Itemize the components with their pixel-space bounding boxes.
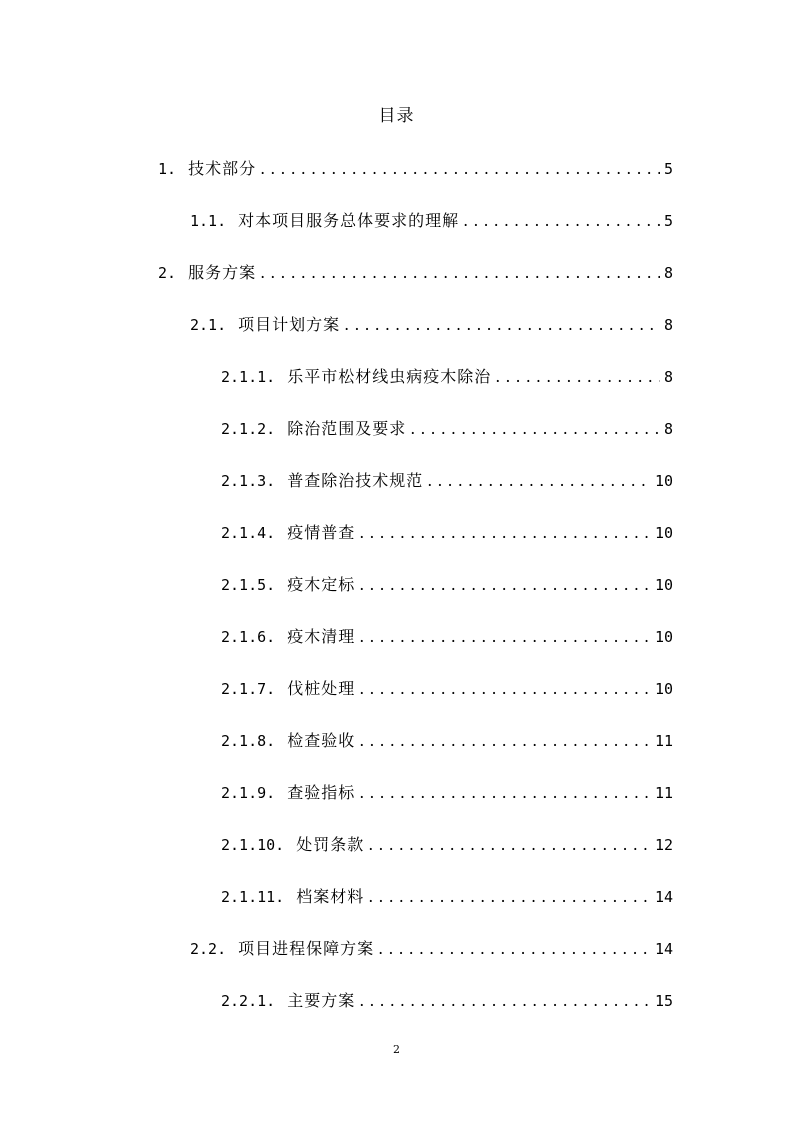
toc-entry-number: 2.1.9. <box>221 784 276 802</box>
toc-entry-number: 2.2. <box>190 940 227 958</box>
toc-entry-page: 10 <box>654 524 673 542</box>
toc-entry-number: 2.1.10. <box>221 836 285 854</box>
toc-entry-number: 2. <box>158 264 177 282</box>
toc-entry[interactable] <box>221 520 673 546</box>
toc-entry-number: 2.1.6. <box>221 628 276 646</box>
toc-entry[interactable] <box>221 676 673 702</box>
toc-dot-leader <box>359 572 651 598</box>
toc-entry-title: 对本项目服务总体要求的理解 <box>238 211 460 230</box>
toc-dot-leader <box>344 312 660 338</box>
toc-dot-leader <box>463 208 660 234</box>
toc-entry[interactable] <box>158 156 673 182</box>
toc-dot-leader <box>359 624 651 650</box>
toc-entry-page: 11 <box>654 732 673 750</box>
toc-entry[interactable] <box>190 312 673 338</box>
toc-entry-title: 普查除治技术规范 <box>287 471 424 490</box>
toc-entry-page: 10 <box>654 576 673 594</box>
toc-entry[interactable] <box>221 572 673 598</box>
toc-entry-title: 乐平市松材线虫病疫木除治 <box>287 367 492 386</box>
toc-dot-leader <box>368 884 651 910</box>
toc-entry-title: 项目进程保障方案 <box>238 939 375 958</box>
toc-dot-leader <box>368 832 651 858</box>
toc-entry-title: 查验指标 <box>287 783 356 802</box>
toc-entry-page: 5 <box>663 212 673 230</box>
toc-entry-page: 14 <box>654 888 673 906</box>
toc-entry-page: 12 <box>654 836 673 854</box>
toc-entry-title: 技术部分 <box>188 159 257 178</box>
toc-title: 目录 <box>378 106 415 126</box>
toc-dot-leader <box>427 468 651 494</box>
toc-entry[interactable] <box>158 260 673 286</box>
toc-entry-title: 服务方案 <box>188 263 257 282</box>
toc-entry-page: 10 <box>654 628 673 646</box>
toc-entry-number: 2.2.1. <box>221 992 276 1010</box>
toc-entry-page: 10 <box>654 472 673 490</box>
toc-dot-leader <box>260 156 660 182</box>
toc-entry-page: 10 <box>654 680 673 698</box>
toc-entry-title: 档案材料 <box>296 887 365 906</box>
toc-entry[interactable] <box>221 416 673 442</box>
toc-entry-title: 疫木清理 <box>287 627 356 646</box>
toc-entry-title: 主要方案 <box>287 991 356 1010</box>
toc-entry-page: 8 <box>663 420 673 438</box>
toc-entry-number: 2.1. <box>190 316 227 334</box>
toc-dot-leader <box>359 780 651 806</box>
toc-dot-leader <box>410 416 660 442</box>
toc-entry-page: 8 <box>663 368 673 386</box>
toc-dot-leader <box>359 728 651 754</box>
toc-entry-title: 检查验收 <box>287 731 356 750</box>
toc-dot-leader <box>359 520 651 546</box>
toc-dot-leader <box>378 936 651 962</box>
toc-entry[interactable] <box>221 884 673 910</box>
toc-entry[interactable] <box>221 832 673 858</box>
toc-entry-number: 2.1.2. <box>221 420 276 438</box>
toc-entry-number: 1. <box>158 160 177 178</box>
toc-entry-number: 2.1.4. <box>221 524 276 542</box>
toc-entry-page: 8 <box>663 264 673 282</box>
toc-entry-title: 疫木定标 <box>287 575 356 594</box>
toc-entry-page: 15 <box>654 992 673 1010</box>
toc-entry[interactable] <box>221 364 673 390</box>
toc-dot-leader <box>260 260 660 286</box>
toc-entry-number: 2.1.5. <box>221 576 276 594</box>
toc-entry-number: 2.1.8. <box>221 732 276 750</box>
toc-entry-number: 1.1. <box>190 212 227 230</box>
toc-entry[interactable] <box>190 936 673 962</box>
toc-entry-number: 2.1.11. <box>221 888 285 906</box>
toc-entry-page: 8 <box>663 316 673 334</box>
toc-entry-title: 疫情普查 <box>287 523 356 542</box>
toc-entry[interactable] <box>221 988 673 1014</box>
toc-entry-number: 2.1.7. <box>221 680 276 698</box>
toc-entry-page: 14 <box>654 940 673 958</box>
page-number: 2 <box>393 1043 400 1056</box>
toc-entry[interactable] <box>221 728 673 754</box>
toc-entry[interactable] <box>221 624 673 650</box>
toc-entry-title: 项目计划方案 <box>238 315 341 334</box>
toc-entry-title: 除治范围及要求 <box>287 419 407 438</box>
toc-entry[interactable] <box>190 208 673 234</box>
toc-entry-number: 2.1.3. <box>221 472 276 490</box>
toc-entry-page: 5 <box>663 160 673 178</box>
toc-dot-leader <box>359 676 651 702</box>
toc-entry-number: 2.1.1. <box>221 368 276 386</box>
toc-entry[interactable] <box>221 468 673 494</box>
toc-entry-title: 处罚条款 <box>296 835 365 854</box>
toc-dot-leader <box>359 988 651 1014</box>
toc-entry-page: 11 <box>654 784 673 802</box>
toc-dot-leader <box>495 364 660 390</box>
toc-entry[interactable] <box>221 780 673 806</box>
toc-entry-title: 伐桩处理 <box>287 679 356 698</box>
